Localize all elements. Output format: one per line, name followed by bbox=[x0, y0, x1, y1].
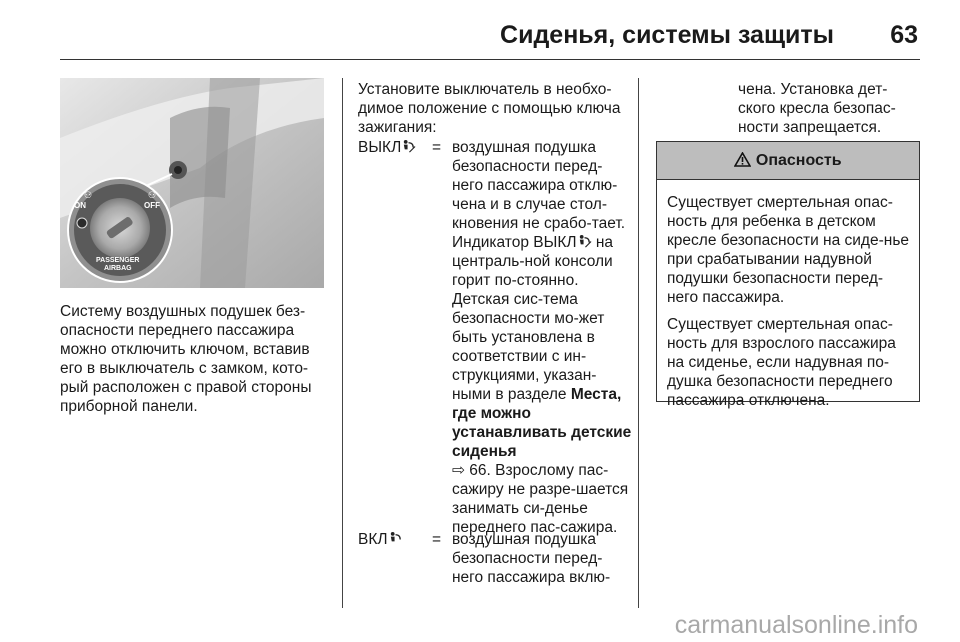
on-term bbox=[358, 530, 403, 549]
off-label: ВЫКЛ bbox=[358, 139, 402, 156]
on-label: ВКЛ bbox=[358, 531, 388, 548]
on-description: воздушная подушка безопасности перед-него пассажира вклю- bbox=[452, 531, 611, 586]
airbag-switch-illustration bbox=[60, 78, 324, 288]
switch-label-passenger: PASSENGER bbox=[96, 257, 140, 264]
off-desc-part1: воздушная подушка безопасности перед-него пассажира отклю-чена и в случае стол-кновения не срабо-тает. Индикатор ВЫКЛ bbox=[452, 139, 626, 251]
warning-header bbox=[657, 142, 919, 180]
switch-label-off: OFF bbox=[144, 201, 160, 210]
intro-paragraph: Систему воздушных подушек без-опасности переднего пассажира можно отключить ключом, вставив его в выключатель с замком, кото-рый расположен с правой стороны приборной панели. bbox=[60, 303, 312, 415]
header-rule bbox=[60, 59, 920, 60]
warning-paragraph-adult: Существует смертельная опас-ность для взрослого пассажира на сиденье, если надувная по-душка безопасности переднего пассажира отключена. bbox=[667, 316, 896, 409]
off-term bbox=[358, 138, 416, 157]
warning-triangle-icon bbox=[734, 152, 751, 167]
equals-sign: = bbox=[432, 139, 442, 156]
airbag-switch-drawing bbox=[60, 78, 324, 288]
section-title: Сиденья, системы защиты bbox=[500, 21, 834, 49]
off-desc-part2: на централь-ной консоли горит по-стоянно. Детская сис-тема безопасности мо-жет быть установлена в соответствии с ин-струкциями, указан-ными в разделе bbox=[452, 234, 614, 403]
reference-arrow-icon: ⇨ bbox=[452, 462, 465, 479]
continuation-text: чена. Установка дет-ского кресла безопас-ности запрещается. bbox=[738, 81, 896, 136]
airbag-off-icon: ⚇ bbox=[148, 190, 157, 200]
page-header bbox=[60, 18, 920, 58]
column-divider bbox=[638, 78, 639, 608]
off-description bbox=[452, 138, 632, 537]
airbag-off-icon bbox=[401, 139, 416, 154]
switch-label-airbag: AIRBAG bbox=[104, 265, 132, 272]
airbag-on-icon bbox=[388, 531, 403, 546]
airbag-off-indicator-icon bbox=[577, 234, 592, 249]
column-divider bbox=[342, 78, 343, 608]
cross-reference-link[interactable]: Места, где можно устанавливать детские сиденья bbox=[452, 386, 632, 460]
page-number: 63 bbox=[890, 21, 918, 49]
danger-warning-box bbox=[656, 141, 920, 409]
equals-sign: = bbox=[432, 531, 442, 548]
off-desc-part3: 66. Взрослому пас-сажиру не разре-шается занимать си-денье переднего пас-сажира. bbox=[452, 462, 629, 536]
warning-title: Опасность bbox=[755, 152, 842, 169]
instruction-paragraph: Установите выключатель в необхо-димое положение с помощью ключа зажигания: bbox=[358, 81, 621, 136]
warning-paragraph-child: Существует смертельная опас-ность для ребенка в детском кресле безопасности на сиде-нье при срабатывании надувной подушки безопасности перед-него пассажира. bbox=[667, 194, 910, 306]
airbag-on-icon: ⚇ bbox=[84, 190, 93, 200]
watermark: carmanualsonline.info bbox=[674, 611, 918, 639]
switch-label-on: ON bbox=[74, 201, 86, 210]
